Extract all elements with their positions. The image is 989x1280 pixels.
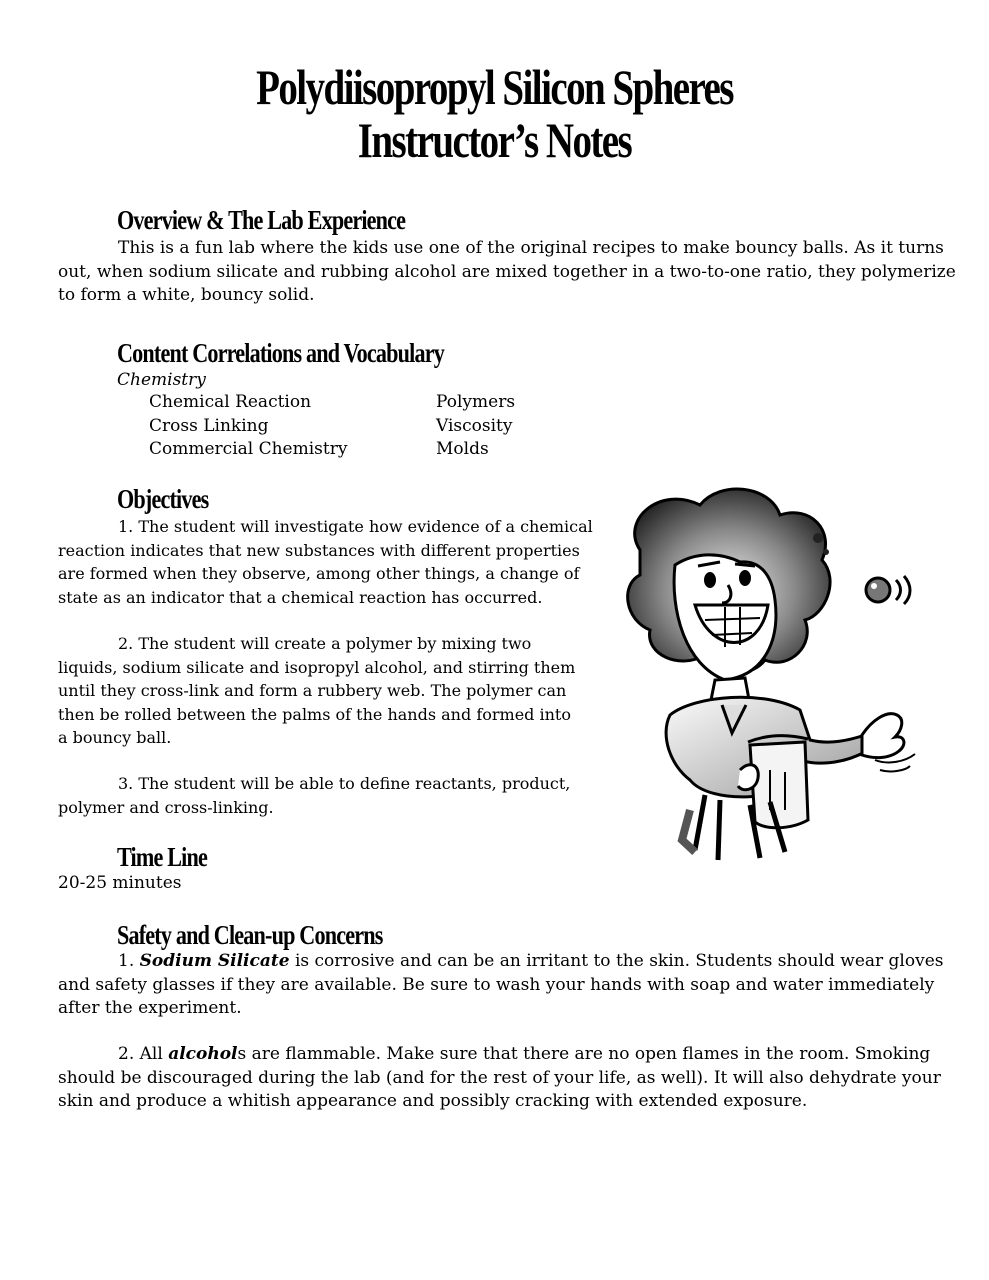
safety-line: should be discouraged during the lab (and for the rest of your life, as well). It will also dehydrate your xyxy=(58,1067,941,1088)
objective-line: 2. The student will create a polymer by mixing two xyxy=(118,634,532,653)
overview-line: to form a white, bouncy solid. xyxy=(58,285,315,305)
objective-line: polymer and cross-linking. xyxy=(58,797,274,817)
page-title: Polydiisopropyl Silicon Spheres xyxy=(256,59,733,115)
objective-line: 3. The student will be able to define reactants, product, xyxy=(118,774,571,793)
vocab-term: Commercial Chemistry xyxy=(149,439,348,459)
safety-line: after the experiment. xyxy=(58,998,242,1018)
objective-3 xyxy=(58,772,570,819)
objective-line: a bouncy ball. xyxy=(58,728,172,747)
overview-heading: Overview & The Lab Experience xyxy=(117,205,406,235)
objective-line: liquids, sodium silicate and isopropyl alcohol, and stirring them xyxy=(58,657,576,677)
alcohol-emphasis: alcohol xyxy=(168,1044,238,1064)
page-subtitle: Instructor’s Notes xyxy=(357,112,632,168)
safety-line: and safety glasses if they are available. Be sure to wash your hands with soap and water immediately xyxy=(58,974,935,995)
objective-2 xyxy=(58,632,575,750)
objective-line: reaction indicates that new substances with different properties xyxy=(58,540,580,560)
overview-line: This is a fun lab where the kids use one of the original recipes to make bouncy balls. As it turns xyxy=(118,238,944,258)
vocab-column-2 xyxy=(436,391,515,462)
overview-paragraph xyxy=(58,237,956,308)
content-subject: Chemistry xyxy=(117,370,206,390)
safety-line: skin and produce a whitish appearance and possibly cracking with extended exposure. xyxy=(58,1091,808,1111)
objective-line: 1. The student will investigate how evidence of a chemical xyxy=(118,517,593,536)
content-heading: Content Correlations and Vocabulary xyxy=(117,338,445,368)
objective-line: until they cross-link and form a rubbery web. The polymer can xyxy=(58,681,567,700)
objective-line: then be rolled between the palms of the hands and formed into xyxy=(58,704,571,724)
objective-1 xyxy=(58,515,593,609)
vocab-term: Molds xyxy=(436,439,489,459)
safety-heading: Safety and Clean-up Concerns xyxy=(117,920,383,950)
vocab-term: Chemical Reaction xyxy=(149,392,312,412)
objective-line: state as an indicator that a chemical reaction has occurred. xyxy=(58,587,543,607)
scientist-bouncing-ball-icon xyxy=(600,480,930,870)
objectives-heading: Objectives xyxy=(117,484,209,514)
vocab-term: Cross Linking xyxy=(149,415,269,436)
overview-line: out, when sodium silicate and rubbing alcohol are mixed together in a two-to-one ratio, they polymerize xyxy=(58,261,956,282)
vocab-term: Polymers xyxy=(436,392,516,412)
vocab-column-1 xyxy=(149,391,347,462)
objective-line: are formed when they observe, among other things, a change of xyxy=(58,564,580,583)
timeline-value: 20-25 minutes xyxy=(58,873,182,893)
vocab-term: Viscosity xyxy=(436,415,513,436)
safety-paragraph-1: 1. Sodium Silicate is corrosive and can be an irritant to the skin. Students should wear gloves and safety glasses if they are available. Be sure to wash your hands with soap and water immediately after the experiment. xyxy=(58,950,944,1021)
safety-paragraph-2: 2. All alcohols are flammable. Make sure that there are no open flames in the room. Smoking should be discouraged during the lab (and for the rest of your life, as well). It will also dehydrate your skin and produce a whitish appearance and possibly cracking with extended exposure. xyxy=(58,1043,941,1114)
timeline-heading: Time Line xyxy=(117,842,208,872)
sodium-silicate-emphasis: Sodium Silicate xyxy=(139,951,290,971)
